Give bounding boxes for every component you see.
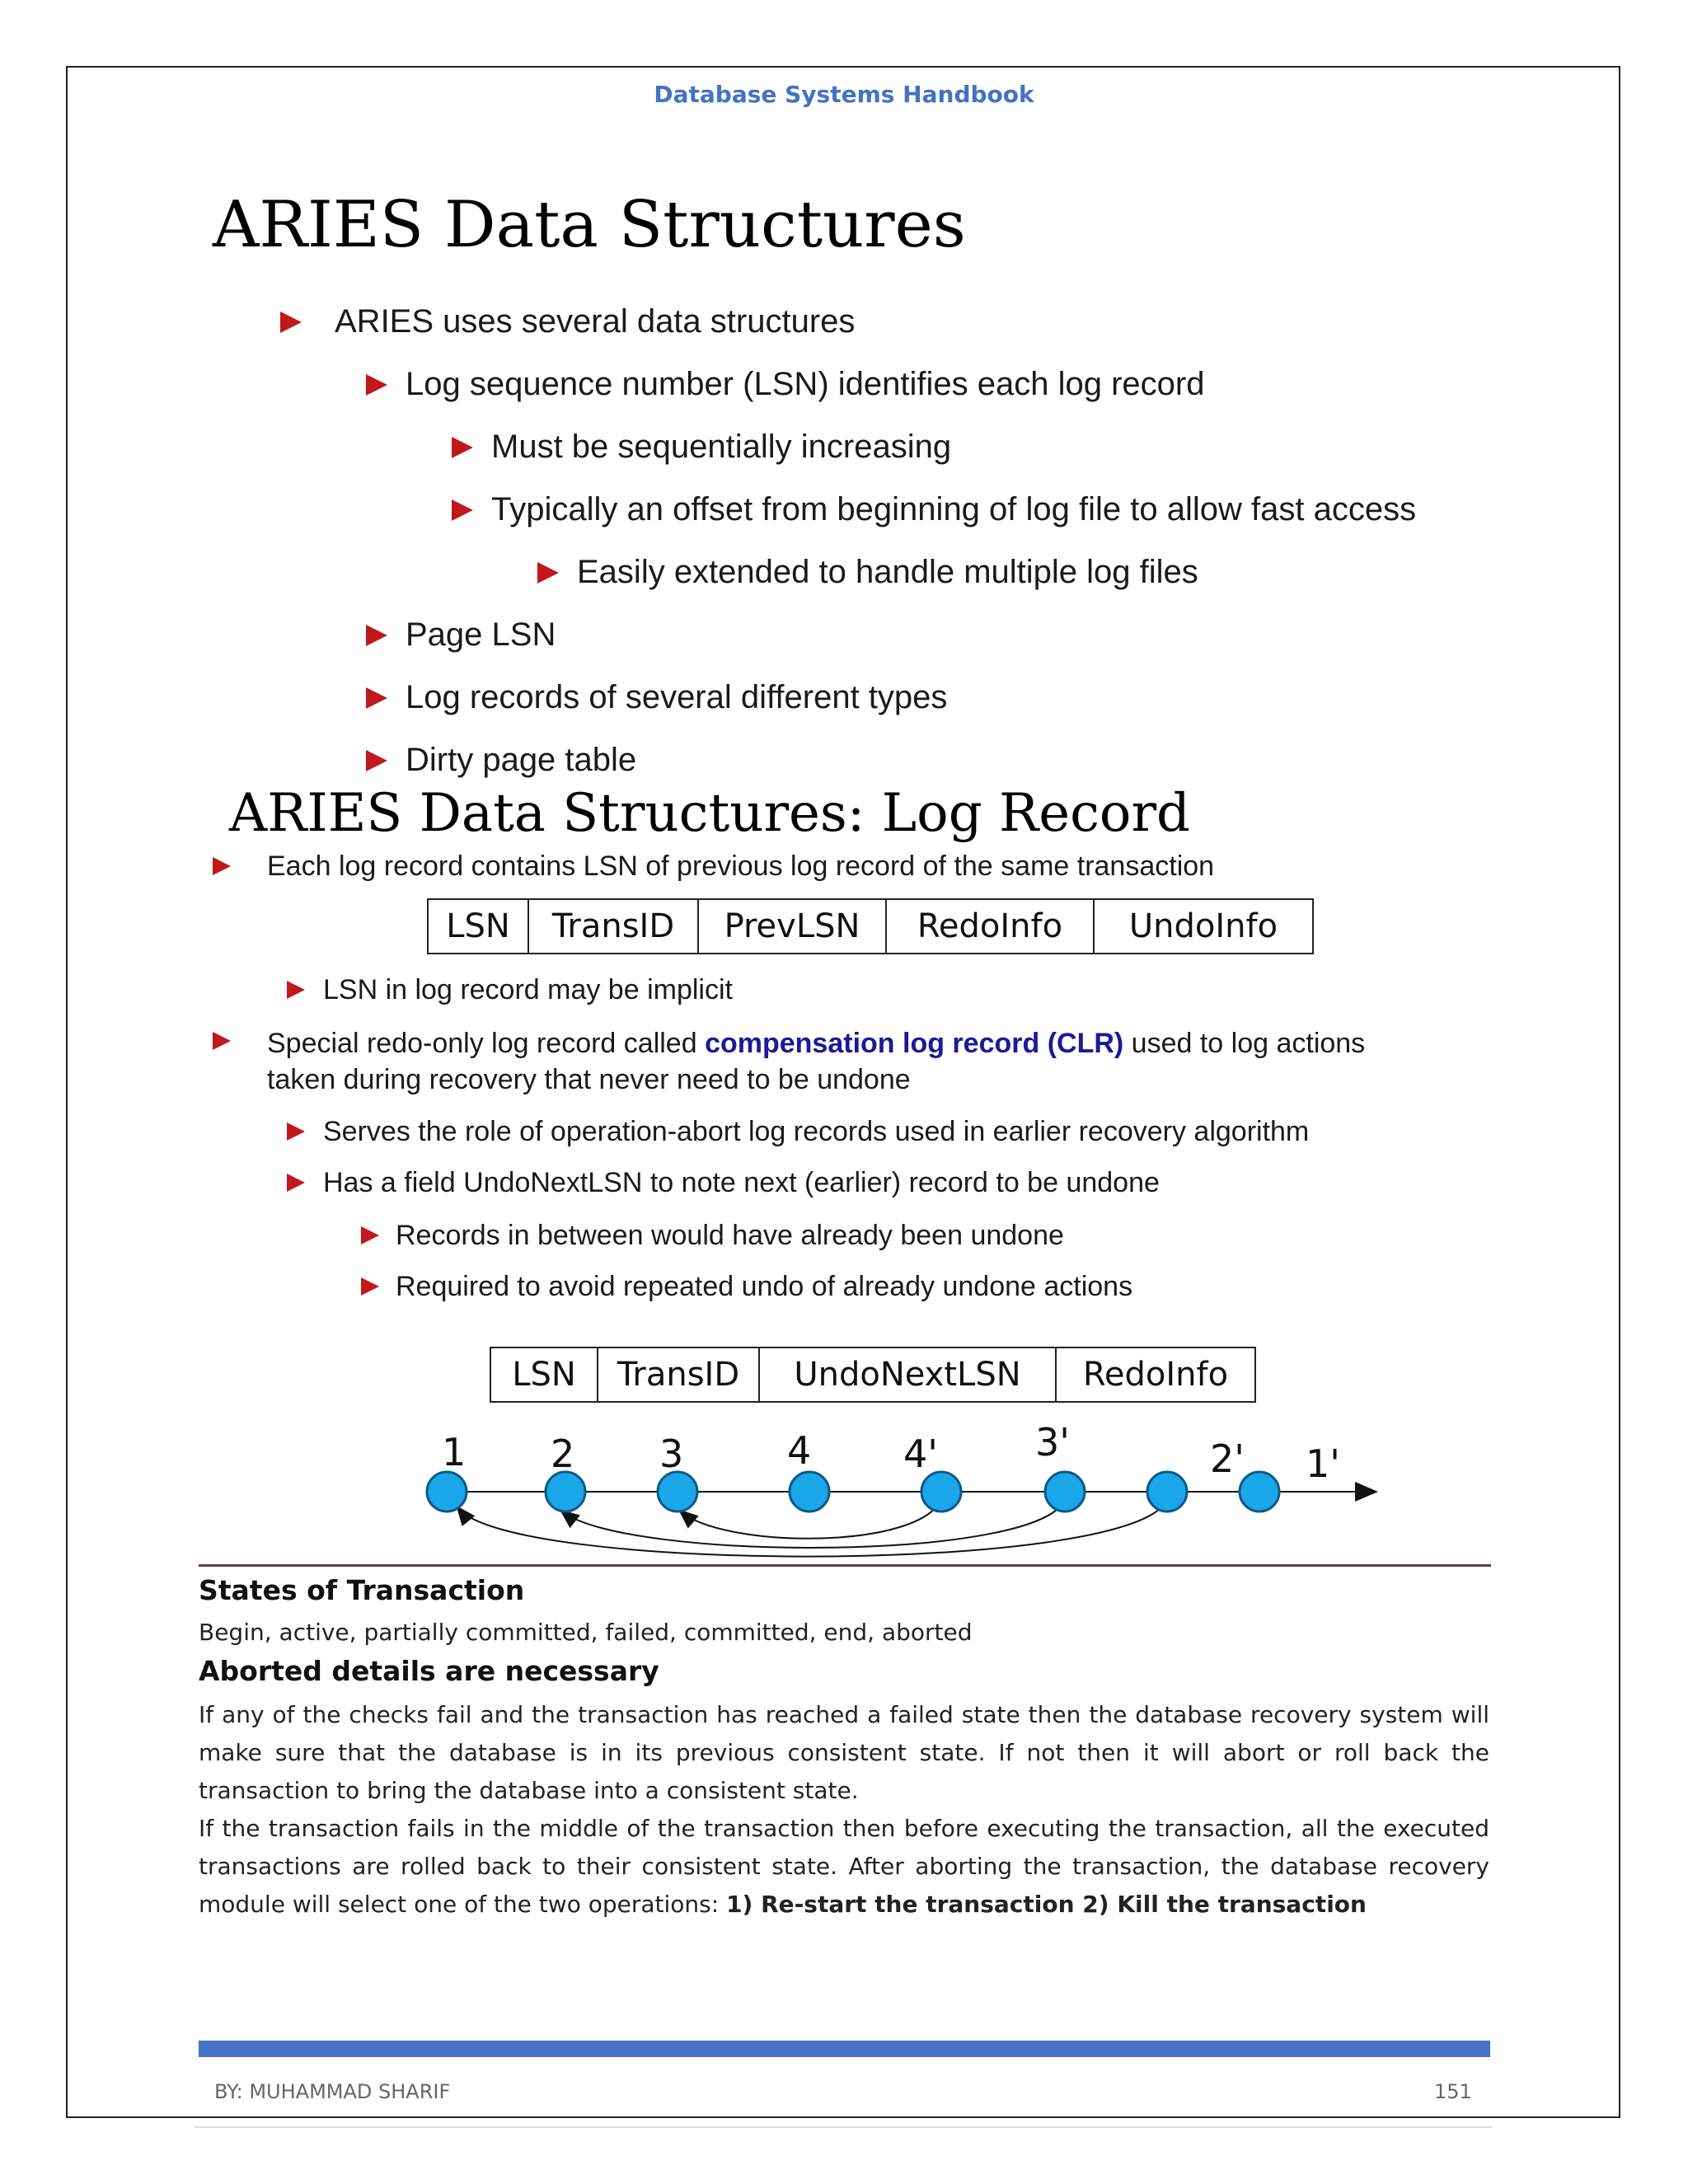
log-node-5 xyxy=(921,1472,961,1511)
heading-states-of-transaction: States of Transaction xyxy=(199,1574,525,1606)
log-node-1 xyxy=(427,1472,467,1511)
table2-cell-redoinfo: RedoInfo xyxy=(1082,1356,1229,1394)
slide1-title: ARIES Data Structures xyxy=(213,188,966,262)
log-node-label-3: 3 xyxy=(659,1432,684,1476)
slide1-bullet-3: Must be sequentially increasing xyxy=(452,429,951,466)
footer-bar xyxy=(199,2041,1490,2057)
log-node-label-1: 1 xyxy=(442,1430,467,1474)
log-node-label-7: 2' xyxy=(1210,1436,1245,1481)
log-node-8 xyxy=(1240,1472,1279,1511)
table2-cell-undonextlsn: UndoNextLSN xyxy=(760,1348,1057,1401)
log-node-6 xyxy=(1045,1472,1085,1511)
log-node-label-2: 2 xyxy=(551,1432,575,1476)
slide1-bullet-4: Typically an offset from beginning of log file to allow fast access xyxy=(452,491,1416,528)
table1-cell-undoinfo: UndoInfo xyxy=(1128,907,1278,945)
slide1-bullet-6: Page LSN xyxy=(366,616,556,654)
log-node-2 xyxy=(546,1472,585,1511)
paragraph-aborted-2: If the transaction fails in the middle of the transaction then before executing the transaction, all the executed transactions are rolled back to their consistent state. After aborting the transaction, the database recovery module will select one of the two operations: 1) Re-start the transaction 2) Kill the transaction xyxy=(199,1815,1489,1918)
log-node-7 xyxy=(1147,1472,1187,1511)
slide1-bullet-2: Log sequence number (LSN) identifies each log record xyxy=(366,366,1204,403)
table1-cell-prevlsn: PrevLSN xyxy=(699,900,887,953)
section-divider xyxy=(199,1564,1491,1567)
slide1-bullet-5: Easily extended to handle multiple log files xyxy=(537,554,1198,591)
slide1-bullet-1: ARIES uses several data structures xyxy=(280,303,855,340)
slide1-bullet-7: Log records of several different types xyxy=(366,679,947,716)
log-node-3 xyxy=(658,1472,697,1511)
log-node-label-4: 4 xyxy=(787,1428,812,1473)
slide2-bullet-2: LSN in log record may be implicit xyxy=(287,974,733,1006)
slide2-bullet-1: Each log record contains LSN of previous log record of the same transaction xyxy=(213,851,1214,883)
slide2-bullet-5: Has a field UndoNextLSN to note next (earlier) record to be undone xyxy=(287,1167,1160,1199)
handbook-header-title: Database Systems Handbook xyxy=(654,81,1034,108)
paragraph-aborted-1: If any of the checks fail and the transaction has reached a failed state then the database recovery system will make sure that the database is in its previous consistent state. If not then it will abort or roll back the transaction to bring the database into a consistent state. xyxy=(199,1701,1489,1804)
slide1-bullet-8: Dirty page table xyxy=(366,742,636,779)
slide2-bullet-3: Special redo-only log record called compensation log record (CLR) used to log actions taken during recovery that never need to be undone xyxy=(213,1025,1365,1098)
bottom-rule xyxy=(195,2126,1492,2128)
footer-page-number: 151 xyxy=(1434,2080,1472,2103)
heading-aborted-details: Aborted details are necessary xyxy=(199,1655,659,1687)
table1-cell-redoinfo: RedoInfo xyxy=(887,900,1095,953)
log-node-label-8: 1' xyxy=(1306,1441,1340,1486)
log-node-label-6: 3' xyxy=(1035,1420,1070,1465)
operations-bold-text: 1) Re-start the transaction 2) Kill the transaction xyxy=(726,1891,1367,1918)
log-node-4 xyxy=(790,1472,829,1511)
table1-cell-lsn: LSN xyxy=(429,900,529,953)
slide2-bullet-6: Records in between would have already been undone xyxy=(361,1220,1064,1252)
slide2-bullet-4: Serves the role of operation-abort log records used in earlier recovery algorithm xyxy=(287,1116,1309,1148)
table2-cell-transid: TransID xyxy=(598,1348,760,1401)
slide2-title: ARIES Data Structures: Log Record xyxy=(229,783,1190,844)
table1-cell-transid: TransID xyxy=(529,900,699,953)
slide2-bullet-7: Required to avoid repeated undo of already undone actions xyxy=(361,1271,1132,1303)
clr-term: compensation log record (CLR) xyxy=(705,1028,1124,1059)
log-node-label-5: 4' xyxy=(903,1432,938,1476)
paragraph-states: Begin, active, partially committed, failed, committed, end, aborted xyxy=(199,1619,973,1646)
footer-author: BY: MUHAMMAD SHARIF xyxy=(214,2080,451,2103)
table2-cell-lsn: LSN xyxy=(491,1348,598,1401)
